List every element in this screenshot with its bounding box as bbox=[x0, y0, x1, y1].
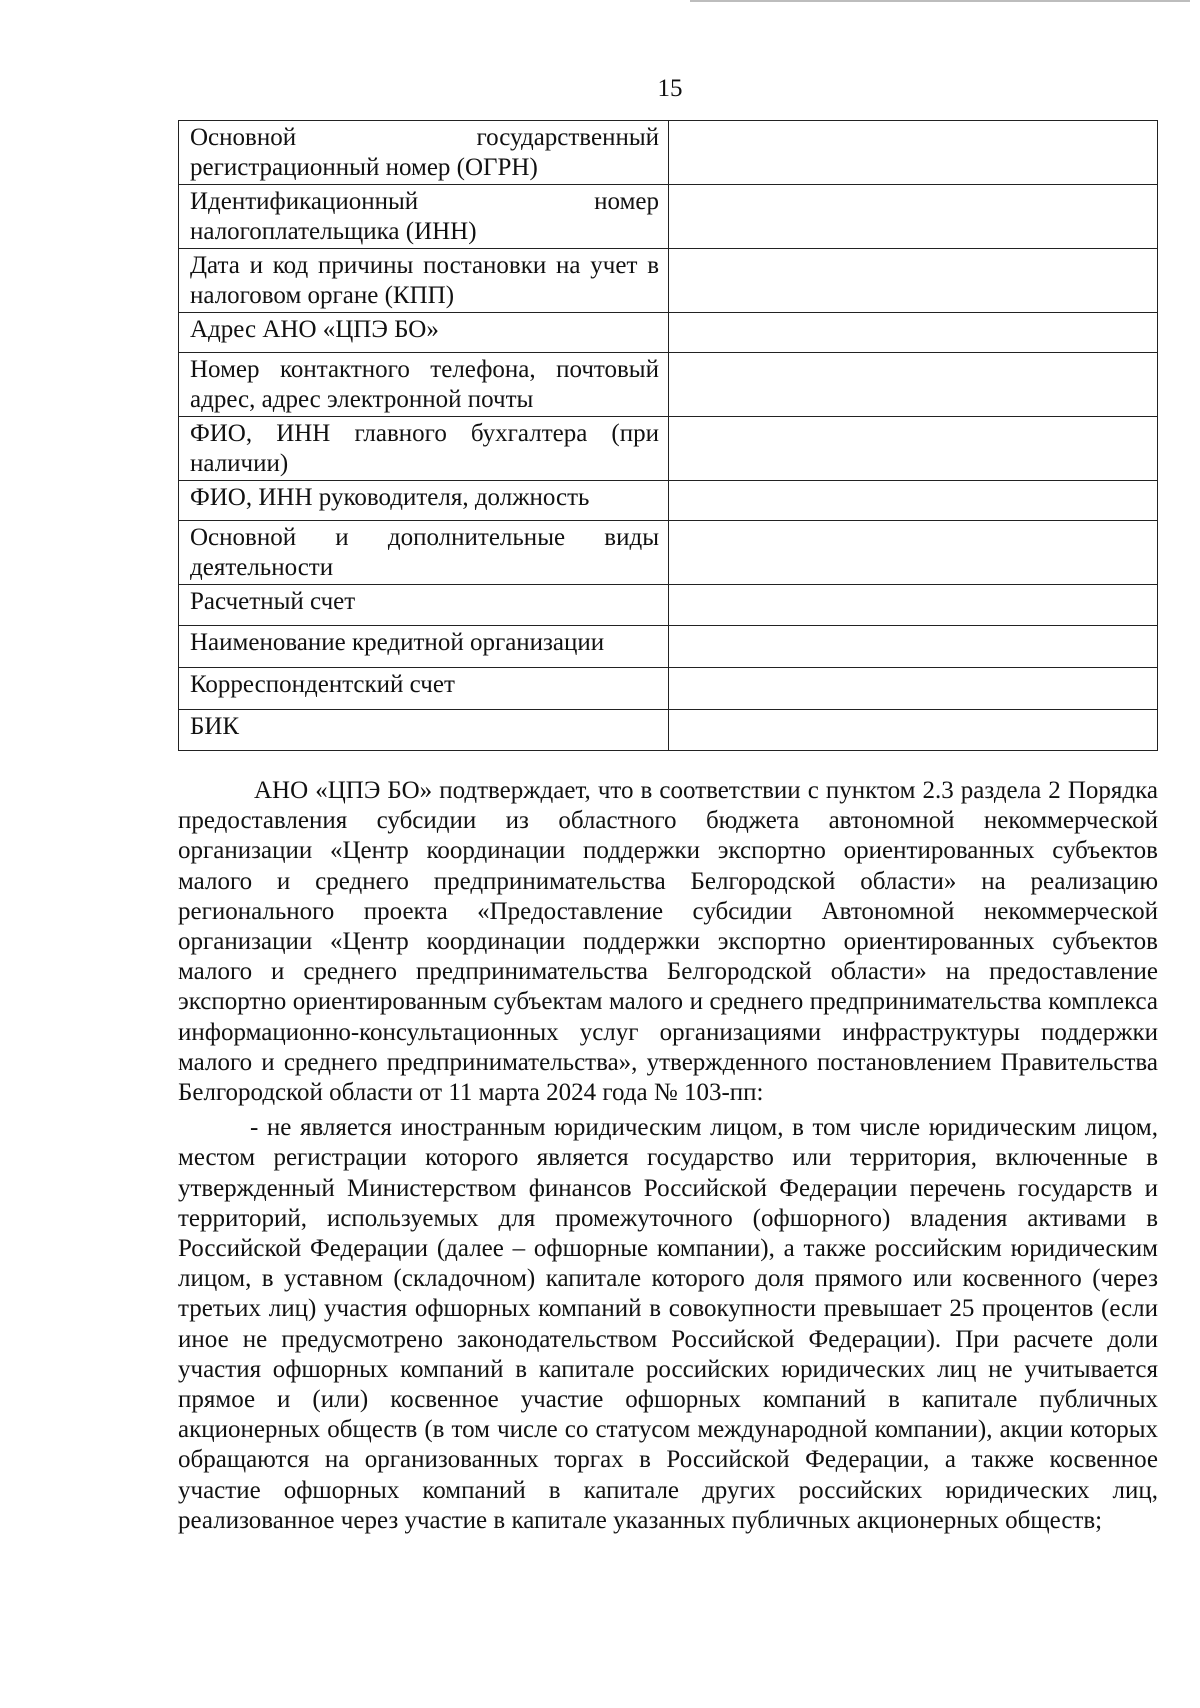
row-value-corr-account bbox=[669, 668, 1158, 710]
row-label-director: ФИО, ИНН руководителя, должность bbox=[179, 481, 669, 521]
row-label-bik: БИК bbox=[179, 710, 669, 751]
row-value-bank-name bbox=[669, 626, 1158, 668]
organization-details-table bbox=[178, 120, 1158, 751]
row-value-settlement-account bbox=[669, 585, 1158, 626]
table-row bbox=[179, 668, 1158, 710]
row-value-ogrn bbox=[669, 121, 1158, 185]
row-value-accountant bbox=[669, 417, 1158, 481]
row-label-kpp: Дата и код причины постановки на учет в налоговом органе (КПП) bbox=[179, 249, 669, 313]
table-row bbox=[179, 249, 1158, 313]
page-number: 15 bbox=[657, 75, 683, 102]
row-value-bik bbox=[669, 710, 1158, 751]
table-row bbox=[179, 481, 1158, 521]
table-row bbox=[179, 585, 1158, 626]
row-value-director bbox=[669, 481, 1158, 521]
row-label-activities: Основной и дополнительные виды деятельности bbox=[179, 521, 669, 585]
intro-paragraph: АНО «ЦПЭ БО» подтверждает, что в соответствии с пунктом 2.3 раздела 2 Порядка предоставления субсидии из областного бюджета автономной некоммерческой организации «Центр координации поддержки экспортно ориентированных субъектов малого и среднего предпринимательства Белгородской области» на реализацию регионального проекта «Предоставление субсидии Автономной некоммерческой организации «Центр координации поддержки экспортно ориентированных субъектов малого и среднего предпринимательства Белгородской области» на предоставление экспортно ориентированным субъектам малого и среднего предпринимательства комплекса информационно-консультационных услуг организациями инфраструктуры поддержки малого и среднего предпринимательства», утвержденного постановлением Правительства Белгородской области от 11 марта 2024 года № 103-пп: bbox=[178, 777, 1158, 1107]
scan-edge-line bbox=[690, 0, 1190, 2]
row-value-activities bbox=[669, 521, 1158, 585]
row-value-contacts bbox=[669, 353, 1158, 417]
row-label-address: Адрес АНО «ЦПЭ БО» bbox=[179, 313, 669, 353]
row-value-address bbox=[669, 313, 1158, 353]
row-label-settlement-account: Расчетный счет bbox=[179, 585, 669, 626]
row-value-inn bbox=[669, 185, 1158, 249]
row-label-bank-name: Наименование кредитной организации bbox=[179, 626, 669, 668]
row-label-inn: Идентификационный номер налогоплательщика (ИНН) bbox=[179, 185, 669, 249]
row-label-ogrn: Основной государственный регистрационный номер (ОГРН) bbox=[179, 121, 669, 185]
row-label-corr-account: Корреспондентский счет bbox=[179, 668, 669, 710]
bullet-paragraph: - не является иностранным юридическим лицом, в том числе юридическим лицом, местом регистрации которого является государство или территория, включенные в утвержденный Министерством финансов Российской Федерации перечень государств и территорий, используемых для промежуточного (офшорного) владения активами в Российской Федерации (далее – офшорные компании), а также российским юридическим лицом, в уставном (складочном) капитале которого доля прямого или косвенного (через третьих лиц) участия офшорных компаний в совокупности превышает 25 процентов (если иное не предусмотрено законодательством Российской Федерации). При расчете доли участия офшорных компаний в капитале российских юридических лиц не учитывается прямое и (или) косвенное участие офшорных компаний в капитале публичных акционерных обществ (в том числе со статусом международной компании), акции которых обращаются на организованных торгах в Российской Федерации, а также косвенное участие офшорных компаний в капитале других российских юридических лиц, реализованное через участие в капитале указанных публичных акционерных обществ; bbox=[178, 1114, 1158, 1534]
table-row bbox=[179, 626, 1158, 668]
body-text bbox=[178, 776, 1158, 1536]
table-row bbox=[179, 121, 1158, 185]
table-row bbox=[179, 313, 1158, 353]
row-label-accountant: ФИО, ИНН главного бухгалтера (при наличии) bbox=[179, 417, 669, 481]
table-row bbox=[179, 185, 1158, 249]
row-label-contacts: Номер контактного телефона, почтовый адрес, адрес электронной почты bbox=[179, 353, 669, 417]
table-row bbox=[179, 521, 1158, 585]
table-row bbox=[179, 353, 1158, 417]
row-value-kpp bbox=[669, 249, 1158, 313]
table-row bbox=[179, 710, 1158, 751]
table-row bbox=[179, 417, 1158, 481]
